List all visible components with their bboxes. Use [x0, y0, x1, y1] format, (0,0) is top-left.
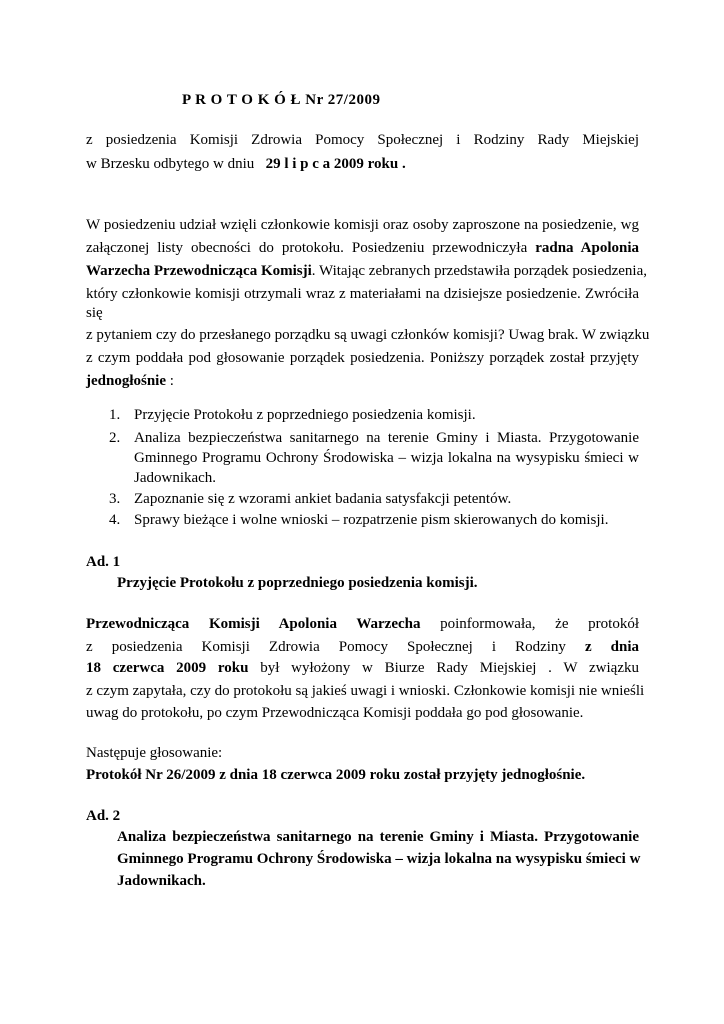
para1-line-1: W posiedzeniu udział wzięli członkowie komisji oraz osoby zaproszone na posiedzenie, wg [86, 217, 639, 233]
unanimous-bold: jednogłośnie [86, 373, 167, 389]
previous-date-bold: 18 czerwca 2009 roku [86, 660, 249, 676]
agenda-item-4: Sprawy bieżące i wolne wnioski – rozpatrzenie pism skierowanych do komisji. [134, 512, 609, 528]
agenda-item-3-number: 3. [109, 491, 121, 507]
ad1-para-line-3: 18 czerwca 2009 roku był wyłożony w Biurze Rady Miejskiej . W związku [86, 660, 639, 676]
para1-line-7: z czym poddała pod głosowanie porządek posiedzenia. Poniższy porządek został przyjęty [86, 350, 639, 366]
ad2-label: Ad. 2 [86, 808, 121, 824]
para1-line-3-text: . Witając zebranych przedstawiła porządek posiedzenia, [311, 263, 647, 279]
ad2-heading-line-2: Gminnego Programu Ochrony Środowiska – wizja lokalna na wysypisku śmieci w [117, 851, 641, 867]
agenda-item-1: Przyjęcie Protokołu z poprzedniego posiedzenia komisji. [134, 407, 476, 423]
para1-line-4: który członkowie komisji otrzymali wraz z materiałami na dzisiejsze posiedzenie. Zwróciła [86, 286, 639, 302]
agenda-item-4-number: 4. [109, 512, 121, 528]
para1-line-5: się [86, 305, 103, 321]
ad1-para-line-2: z posiedzenia Komisji Zdrowia Pomocy Społecznej i Rodziny z dnia [86, 639, 640, 655]
intro-line-2 [86, 155, 406, 173]
ad2-heading-line-3: Jadownikach. [117, 873, 206, 889]
agenda-item-2-line-1: Analiza bezpieczeństwa sanitarnego na terenie Gminy i Miasta. Przygotowanie [134, 430, 639, 446]
para1-line-3 [86, 262, 647, 280]
meeting-date: 29 l i p c a 2009 roku . [265, 156, 406, 172]
para1-line-6: z pytaniem czy do przesłanego porządku są uwagi członków komisji? Uwag brak. W związku [86, 327, 650, 343]
ad1-heading: Przyjęcie Protokołu z poprzedniego posiedzenia komisji. [117, 575, 478, 591]
ad1-para-line-5: uwag do protokołu, po czym Przewodnicząca Komisji poddała go pod głosowanie. [86, 705, 584, 721]
vote-result: Protokół Nr 26/2009 z dnia 18 czerwca 2009 roku został przyjęty jednogłośnie. [86, 767, 586, 783]
vote-intro: Następuje głosowanie: [86, 745, 223, 761]
agenda-item-2-line-2: Gminnego Programu Ochrony Środowiska – wizja lokalna na wysypisku śmieci w [134, 450, 639, 466]
chairperson-name-bold: radna Apolonia [535, 240, 639, 256]
agenda-item-3: Zapoznanie się z wzorami ankiet badania satysfakcji petentów. [134, 491, 512, 507]
para1-line-2-text: załączonej listy obecności do protokołu. Posiedzeniu przewodniczyła [86, 240, 528, 256]
chairperson-title-bold: Warzecha Przewodnicząca Komisji [86, 263, 312, 279]
para1-line-8: jednogłośnie : [86, 373, 174, 389]
ad1-para-line-4: z czym zapytała, czy do protokołu są jakieś uwagi i wnioski. Członkowie komisji nie wnieśli [86, 683, 645, 699]
agenda-item-1-number: 1. [109, 407, 121, 423]
agenda-item-2-number: 2. [109, 430, 121, 446]
ad1-label: Ad. 1 [86, 554, 121, 570]
agenda-item-2-line-3: Jadownikach. [134, 470, 217, 486]
intro-line-2-prefix: w Brzesku odbytego w dniu [86, 156, 255, 172]
intro-line-1: z posiedzenia Komisji Zdrowia Pomocy Społecznej i Rodziny Rady Miejskiej [86, 132, 639, 148]
chairperson-full-bold: Przewodnicząca Komisji Apolonia Warzecha [86, 616, 421, 632]
ad1-para-line-1: Przewodnicząca Komisji Apolonia Warzecha poinformowała, że protokół [86, 616, 639, 632]
document-title: P R O T O K Ó Ł Nr 27/2009 [182, 92, 381, 108]
ad2-heading-line-1: Analiza bezpieczeństwa sanitarnego na terenie Gminy i Miasta. Przygotowanie [117, 829, 639, 845]
from-date-bold: z dnia [584, 639, 640, 655]
para1-line-2 [86, 239, 639, 257]
